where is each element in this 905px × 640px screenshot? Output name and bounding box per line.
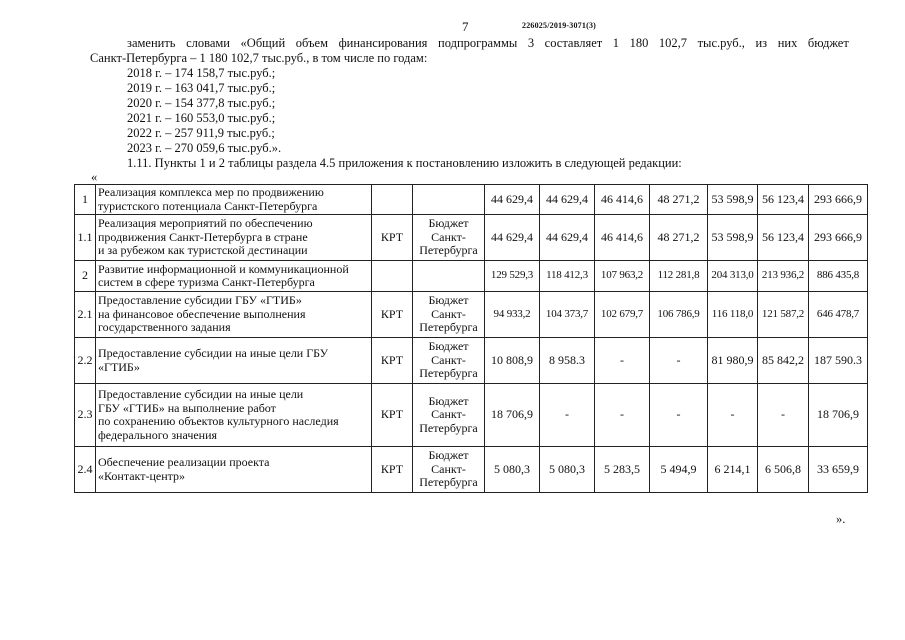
row-year-value: 213 936,2 xyxy=(758,261,809,292)
row-name xyxy=(96,384,372,447)
row-year-value: - xyxy=(540,384,595,447)
row-year-value: 118 412,3 xyxy=(540,261,595,292)
row-year-value: 46 414,6 xyxy=(595,185,650,215)
funding-source-line: Бюджет xyxy=(428,216,469,231)
row-executor: КРТ xyxy=(372,292,413,338)
row-year-value: - xyxy=(650,338,708,384)
row-number: 2.2 xyxy=(75,338,96,384)
intro-word: заменить xyxy=(127,36,176,50)
intro-word: бюджет xyxy=(807,36,849,50)
row-year-value: 5 080,3 xyxy=(485,447,540,493)
row-year-value: 204 313,0 xyxy=(708,261,758,292)
row-year-value: 5 080,3 xyxy=(540,447,595,493)
row-funding-source xyxy=(413,292,485,338)
row-name-line: «ГТИБ» xyxy=(98,359,140,374)
row-year-value: 5 283,5 xyxy=(595,447,650,493)
funding-source-line: Петербурга xyxy=(419,366,478,381)
row-name-line: ГБУ «ГТИБ» на выполнение работ xyxy=(98,400,276,415)
row-number: 1.1 xyxy=(75,215,96,261)
row-total-value: 293 666,9 xyxy=(809,215,868,261)
row-name xyxy=(96,447,372,493)
row-name-line: федерального значения xyxy=(98,427,218,442)
table-row xyxy=(75,338,868,384)
funding-source-line: Санкт- xyxy=(431,306,466,321)
row-executor: КРТ xyxy=(372,447,413,493)
funding-source-line: Бюджет xyxy=(428,339,469,354)
document-code: 226025/2019-3071(3) xyxy=(522,21,597,30)
row-name-line: туристского потенциала Санкт-Петербурга xyxy=(98,198,318,213)
row-year-value: 44 629,4 xyxy=(485,185,540,215)
row-funding-source xyxy=(413,338,485,384)
row-executor: КРТ xyxy=(372,384,413,447)
row-name xyxy=(96,261,372,292)
financing-table xyxy=(74,184,868,493)
row-name-line: Предоставление субсидии на иные цели ГБУ xyxy=(98,346,329,360)
row-year-value: 46 414,6 xyxy=(595,215,650,261)
year-line: 2020 г. – 154 377,8 тыс.руб.; xyxy=(127,96,276,110)
row-number: 2 xyxy=(75,261,96,292)
funding-source-line: Санкт- xyxy=(431,352,466,367)
row-name-line: по сохранению объектов культурного наследия xyxy=(98,414,339,428)
table-row xyxy=(75,261,868,292)
row-year-value: 94 933,2 xyxy=(485,292,540,338)
quote-open: « xyxy=(91,170,98,184)
row-year-value: 18 706,9 xyxy=(485,384,540,447)
row-number: 1 xyxy=(75,185,96,215)
row-year-value: 44 629,4 xyxy=(485,215,540,261)
row-year-value: 10 808,9 xyxy=(485,338,540,384)
row-total-value: 293 666,9 xyxy=(809,185,868,215)
row-executor xyxy=(372,261,413,292)
row-name-line: продвижения Санкт-Петербурга в стране xyxy=(98,229,308,244)
row-name-line: и за рубежом как туристской дестинации xyxy=(98,243,308,258)
row-year-value: - xyxy=(650,384,708,447)
row-year-value: 44 629,4 xyxy=(540,215,595,261)
row-name-line: Предоставление субсидии ГБУ «ГТИБ» xyxy=(98,293,302,308)
row-year-value: 121 587,2 xyxy=(758,292,809,338)
funding-source-line: Петербурга xyxy=(419,320,478,335)
row-year-value: 53 598,9 xyxy=(708,185,758,215)
row-year-value: 104 373,7 xyxy=(540,292,595,338)
intro-word: составляет xyxy=(544,36,603,50)
row-total-value: 646 478,7 xyxy=(809,292,868,338)
table-row xyxy=(75,215,868,261)
funding-source-line: Санкт- xyxy=(431,407,466,422)
intro-word: объем xyxy=(295,36,328,50)
row-year-value: 53 598,9 xyxy=(708,215,758,261)
row-name xyxy=(96,215,372,261)
row-number: 2.4 xyxy=(75,447,96,493)
row-total-value: 187 590.3 xyxy=(809,338,868,384)
intro-word: них xyxy=(777,36,798,50)
row-year-value: 116 118,0 xyxy=(708,292,758,338)
table-row xyxy=(75,384,868,447)
item-1-11: 1.11. Пункты 1 и 2 таблицы раздела 4.5 приложения к постановлению изложить в следующей редакции: xyxy=(127,156,682,170)
row-year-value: 6 214,1 xyxy=(708,447,758,493)
row-year-value: 106 786,9 xyxy=(650,292,708,338)
row-total-value: 886 435,8 xyxy=(809,261,868,292)
intro-word: 102,7 xyxy=(658,36,688,50)
funding-source-line: Петербурга xyxy=(419,243,478,258)
table-row xyxy=(75,447,868,493)
row-year-value: 81 980,9 xyxy=(708,338,758,384)
intro-word: подпрограммы xyxy=(438,36,518,50)
row-name-line: на финансовое обеспечение выполнения xyxy=(98,306,306,321)
intro-line-1 xyxy=(127,36,849,51)
row-number: 2.1 xyxy=(75,292,96,338)
intro-word: словами xyxy=(186,36,230,50)
year-line: 2022 г. – 257 911,9 тыс.руб.; xyxy=(127,126,275,140)
row-executor: КРТ xyxy=(372,338,413,384)
quote-close: ». xyxy=(836,512,846,526)
row-year-value: - xyxy=(595,384,650,447)
row-name-line: Предоставление субсидии на иные цели xyxy=(98,387,304,401)
row-name-line: «Контакт-центр» xyxy=(98,468,186,483)
year-line: 2019 г. – 163 041,7 тыс.руб.; xyxy=(127,81,276,95)
row-name xyxy=(96,292,372,338)
row-year-value: - xyxy=(595,338,650,384)
row-name-line: Развитие информационной и коммуникационной xyxy=(98,261,349,276)
row-year-value: 129 529,3 xyxy=(485,261,540,292)
row-funding-source xyxy=(413,384,485,447)
year-line: 2023 г. – 270 059,6 тыс.руб.». xyxy=(127,141,282,155)
funding-source-line: Бюджет xyxy=(428,293,469,308)
year-line: 2021 г. – 160 553,0 тыс.руб.; xyxy=(127,111,276,125)
row-year-value: 44 629,4 xyxy=(540,185,595,215)
intro-word: из xyxy=(755,36,768,50)
row-year-value: 56 123,4 xyxy=(758,185,809,215)
row-year-value: 8 958.3 xyxy=(540,338,595,384)
page-number: 7 xyxy=(462,19,469,34)
funding-source-line: Санкт- xyxy=(431,461,466,476)
row-funding-source xyxy=(413,185,485,215)
intro-word: 1 xyxy=(612,36,620,50)
funding-source-line: Бюджет xyxy=(428,393,469,408)
row-executor: КРТ xyxy=(372,215,413,261)
row-funding-source xyxy=(413,447,485,493)
intro-word: 180 xyxy=(629,36,649,50)
row-name-line: Обеспечение реализации проекта xyxy=(98,455,270,469)
row-number: 2.3 xyxy=(75,384,96,447)
row-year-value: 112 281,8 xyxy=(650,261,708,292)
row-name-line: Реализация мероприятий по обеспечению xyxy=(98,216,313,231)
intro-word: «Общий xyxy=(240,36,286,50)
row-year-value: 6 506,8 xyxy=(758,447,809,493)
row-year-value: 85 842,2 xyxy=(758,338,809,384)
row-year-value: 48 271,2 xyxy=(650,185,708,215)
year-line: 2018 г. – 174 158,7 тыс.руб.; xyxy=(127,66,276,80)
intro-word: финансирования xyxy=(338,36,428,50)
row-funding-source xyxy=(413,215,485,261)
row-year-value: 56 123,4 xyxy=(758,215,809,261)
table-row xyxy=(75,185,868,215)
funding-source-line: Петербурга xyxy=(419,420,478,435)
intro-line-2: Санкт-Петербурга – 1 180 102,7 тыс.руб., в том числе по годам: xyxy=(90,51,428,65)
row-year-value: - xyxy=(708,384,758,447)
row-year-value: 102 679,7 xyxy=(595,292,650,338)
row-name xyxy=(96,338,372,384)
row-total-value: 33 659,9 xyxy=(809,447,868,493)
funding-source-line: Петербурга xyxy=(419,475,478,490)
row-year-value: 107 963,2 xyxy=(595,261,650,292)
row-funding-source xyxy=(413,261,485,292)
row-name xyxy=(96,185,372,215)
row-name-line: систем в сфере туризма Санкт-Петербурга xyxy=(98,275,315,289)
table-row xyxy=(75,292,868,338)
funding-source-line: Бюджет xyxy=(428,448,469,463)
row-year-value: - xyxy=(758,384,809,447)
row-name-line: Реализация комплекса мер по продвижению xyxy=(98,185,324,199)
row-year-value: 5 494,9 xyxy=(650,447,708,493)
row-total-value: 18 706,9 xyxy=(809,384,868,447)
intro-word: 3 xyxy=(527,36,535,50)
row-year-value: 48 271,2 xyxy=(650,215,708,261)
row-name-line: государственного задания xyxy=(98,320,231,335)
row-executor xyxy=(372,185,413,215)
funding-source-line: Санкт- xyxy=(431,229,466,244)
intro-word: тыс.руб., xyxy=(697,36,745,50)
